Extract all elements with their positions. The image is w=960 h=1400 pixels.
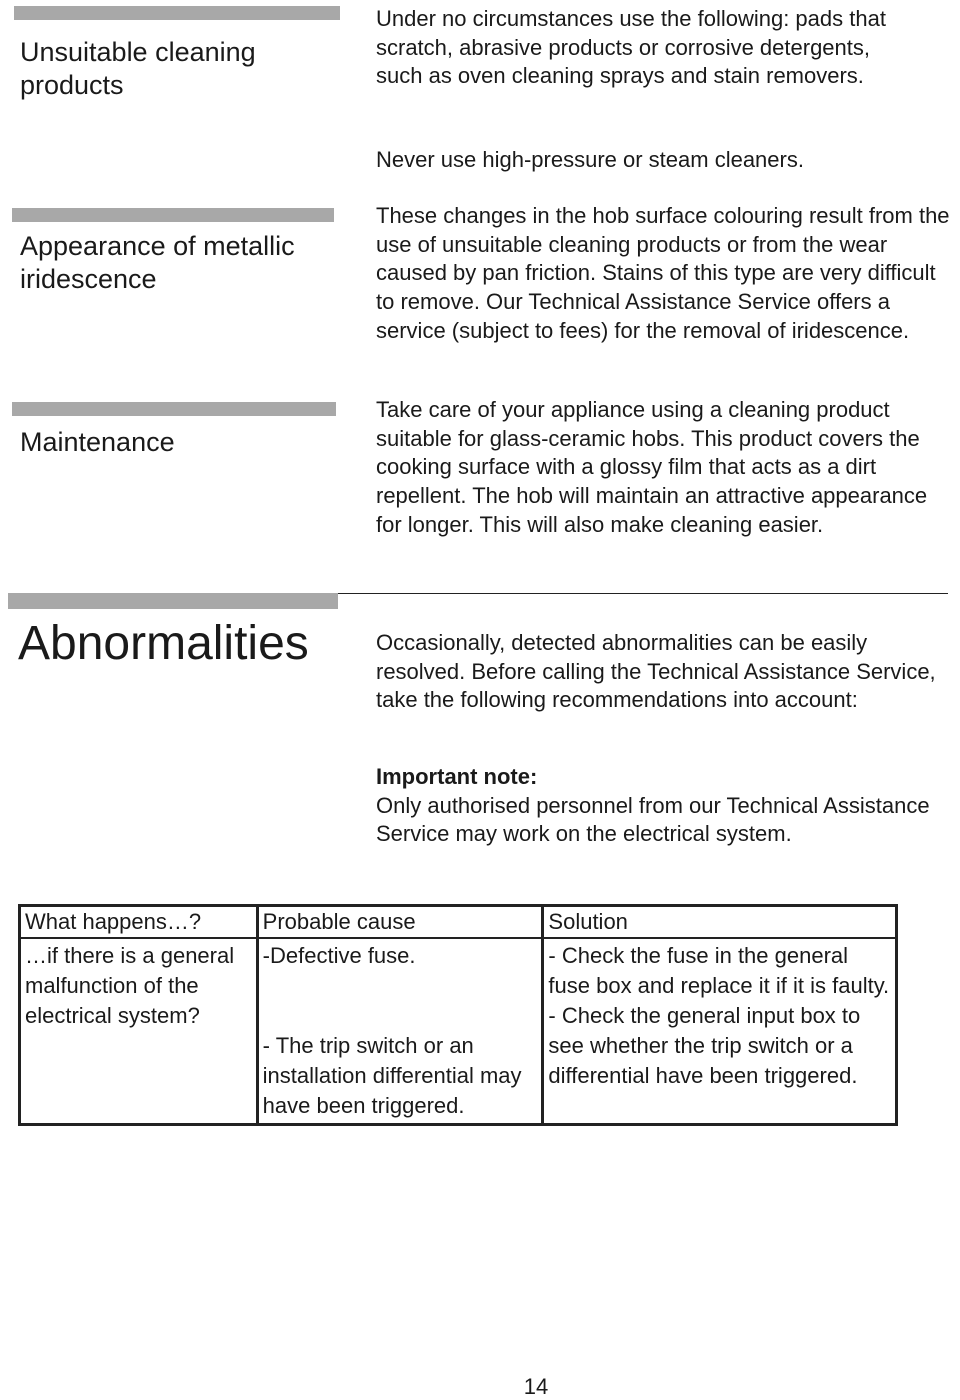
solution-check-fuse: - Check the fuse in the general fuse box and replace it if it is faulty. [548, 943, 890, 998]
heading-metallic-iridescence: Appearance of metallic iridescence [20, 231, 295, 294]
unsuitable-text-steam: Never use high-pressure or steam cleaners. [376, 147, 804, 172]
table-cell-cause [257, 938, 543, 1125]
important-note-text: Only authorised personnel from our Technical Assistance Service may work on the electrical system. [376, 792, 930, 847]
table-cell-solution [543, 938, 897, 1125]
unsuitable-text: Under no circumstances use the following: pads that scratch, abrasive products or corrosive detergents, such as oven cleaning sprays and stain removers. [376, 6, 886, 89]
table-header-what-happens: What happens…? [20, 906, 258, 939]
table-header-row [20, 906, 897, 939]
abnormalities-text: Occasionally, detected abnormalities can be easily resolved. Before calling the Technical Assistance Service, take the following recommendations into account: [376, 630, 936, 713]
section-bar-iridescence [12, 208, 334, 222]
solution-check-input-box: - Check the general input box to see whether the trip switch or a differential have been triggered. [548, 1003, 861, 1088]
section-bar-maintenance [12, 402, 336, 416]
cause-trip-switch: - The trip switch or an installation differential may have been triggered. [262, 1033, 522, 1118]
cause-defective-fuse: -Defective fuse. [262, 943, 416, 968]
section-bar-abnormalities [8, 593, 338, 609]
table-cell-question: …if there is a general malfunction of the electrical system? [20, 938, 258, 1125]
section-rule [338, 593, 948, 594]
heading-abnormalities: Abnormalities [18, 617, 309, 670]
important-note-label: Important note: [376, 764, 538, 789]
troubleshooting-table [18, 904, 898, 1126]
table-row [20, 938, 897, 1125]
page-number: 14 [523, 1374, 549, 1399]
iridescence-text: These changes in the hob surface colouring result from the use of unsuitable cleaning products or from the wear caused by pan friction. Stains of this type are very difficult to remove. Our Technical Assistance Service offers a service (subject to fees) for the removal of iridescence. [376, 203, 950, 343]
maintenance-text: Take care of your appliance using a cleaning product suitable for glass-ceramic hobs. This product covers the cooking surface with a glossy film that acts as a dirt repellent. The hob will maintain an attractive appearance for longer. This will also make cleaning easier. [376, 397, 928, 537]
section-bar-unsuitable [14, 6, 340, 20]
heading-unsuitable-cleaning-products: Unsuitable cleaning products [20, 37, 256, 100]
table-header-probable-cause: Probable cause [257, 906, 543, 939]
important-note [376, 763, 960, 849]
heading-maintenance: Maintenance [20, 427, 175, 457]
table-header-solution: Solution [543, 906, 897, 939]
